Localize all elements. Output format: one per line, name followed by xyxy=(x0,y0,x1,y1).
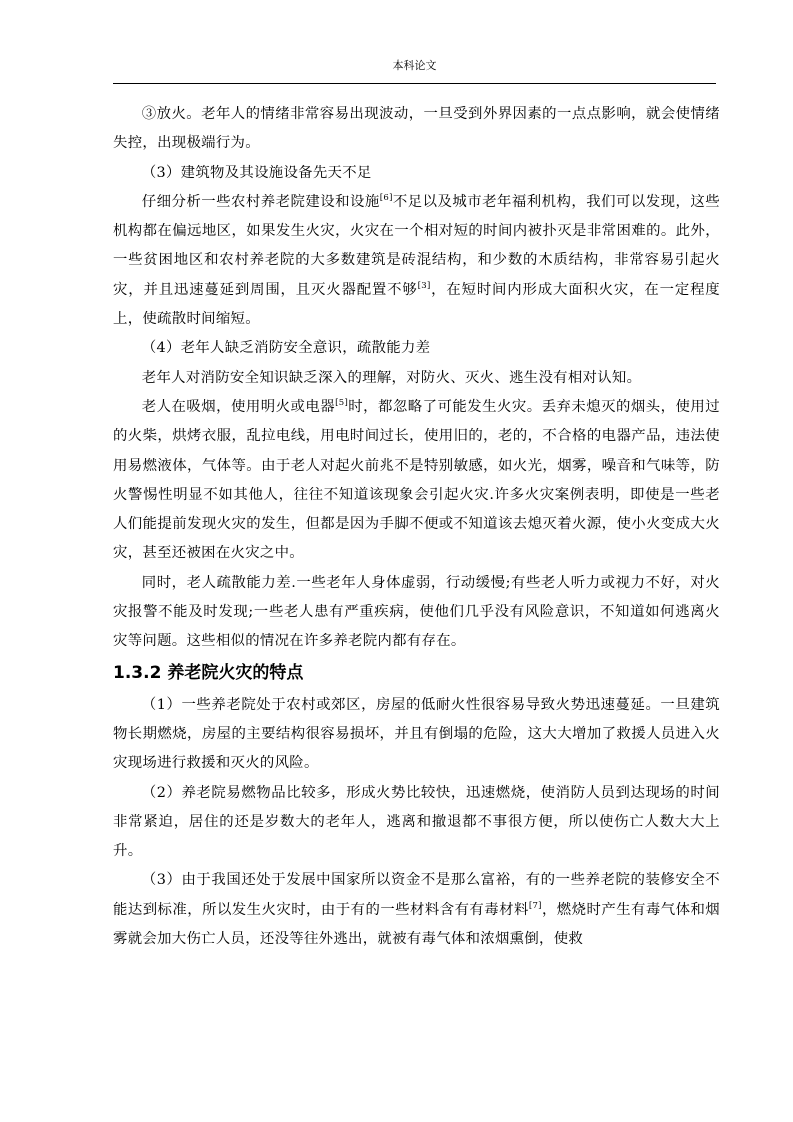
text-run: 不足以及城市老年福利机构，我们可以发现，这些机构都在偏远地区，如果发生火灾，火灾在一个相对短的时间内被扑灭是非常困难的。此外，一些贫困地区和农村养老院的大多数建筑是砖混结构，和少数的木质结构，非常容易引起火灾，并且迅速蔓延到周围，且灭火器配置不够 xyxy=(113,193,720,298)
citation: [3] xyxy=(417,280,431,291)
paragraph xyxy=(113,188,720,334)
header-title: 本科论文 xyxy=(392,59,437,72)
text-run: （3）由于我国还处于发展中国家所以资金不是那么富裕，有的一些养老院的装修安全不能达到标准，所以发生火灾时，由于有的一些材料含有有毒材料 xyxy=(113,872,720,918)
paragraph xyxy=(113,393,720,569)
subheading: （3）建筑物及其设施设备先天不足 xyxy=(141,164,372,181)
citation: [6] xyxy=(379,192,393,203)
paragraph: 同时，老人疏散能力差.一些老年人身体虚弱，行动缓慢;有些老人听力或视力不好，对火灾报警不能及时发现;一些老人患有严重疾病，使他们几乎没有风险意识，不知道如何逃离火灾等问题。这些相似的情况在许多养老院内都有存在。 xyxy=(113,574,720,650)
section-heading xyxy=(113,659,720,688)
paragraph: （2）养老院易燃物品比较多，形成火势比较快，迅速燃烧，使消防人员到达现场的时间非常紧迫，居住的还是岁数大的老年人，逃离和撤退都不事很方便，所以使伤亡人数大大上升。 xyxy=(113,784,720,860)
text-run: 仔细分析一些农村养老院建设和设施 xyxy=(141,193,380,210)
page-header xyxy=(113,57,716,84)
section-number: 1.3.2 xyxy=(113,662,162,683)
paragraph: 老年人对消防安全知识缺乏深入的理解，对防火、灭火、逃生没有相对认知。 xyxy=(141,369,642,386)
paragraph: ③放火。老年人的情绪非常容易出现波动，一旦受到外界因素的一点点影响，就会使情绪失控，出现极端行为。 xyxy=(113,106,720,152)
citation: [5] xyxy=(335,397,349,408)
text-run: 时，都忽略了可能发生火灾。丢弃未熄灭的烟头，使用过的火柴，烘烤衣服，乱拉电线，用电时间过长，使用旧的，老的，不合格的电器产品，违法使用易燃液体，气体等。由于老人对起火前兆不是特别敏感，如火光，烟雾，噪音和气味等，防火警惕性明显不如其他人，往往不知道该现象会引起火灾.许多火灾案例表明，即使是一些老人们能提前发现火灾的发生，但都是因为手脚不便或不知道该去熄灭着火源，使小火变成大火灾，甚至还被困在火灾之中。 xyxy=(113,398,720,562)
text-run: ，在短时间内形成大面积火灾，在一定程度上，使疏散时间缩短。 xyxy=(113,281,720,328)
citation: [7] xyxy=(528,900,542,911)
document-body xyxy=(113,100,720,954)
text-run: 老人在吸烟，使用明火或电器 xyxy=(141,398,336,415)
subheading: （4）老年人缺乏消防安全意识，疏散能力差 xyxy=(141,340,431,357)
paragraph: （1）一些养老院处于农村或郊区，房屋的低耐火性很容易导致火势迅速蔓延。一旦建筑物长期燃烧，房屋的主要结构很容易损坏，并且有倒塌的危险，这大大增加了救援人员进入火灾现场进行救援和灭火的风险。 xyxy=(113,696,720,772)
section-title: 养老院火灾的特点 xyxy=(167,662,304,683)
paragraph xyxy=(113,866,720,954)
text-run: ，燃烧时产生有毒气体和烟雾就会加大伤亡人员，还没等往外逃出，就被有毒气体和浓烟熏倒，使救 xyxy=(113,901,720,948)
